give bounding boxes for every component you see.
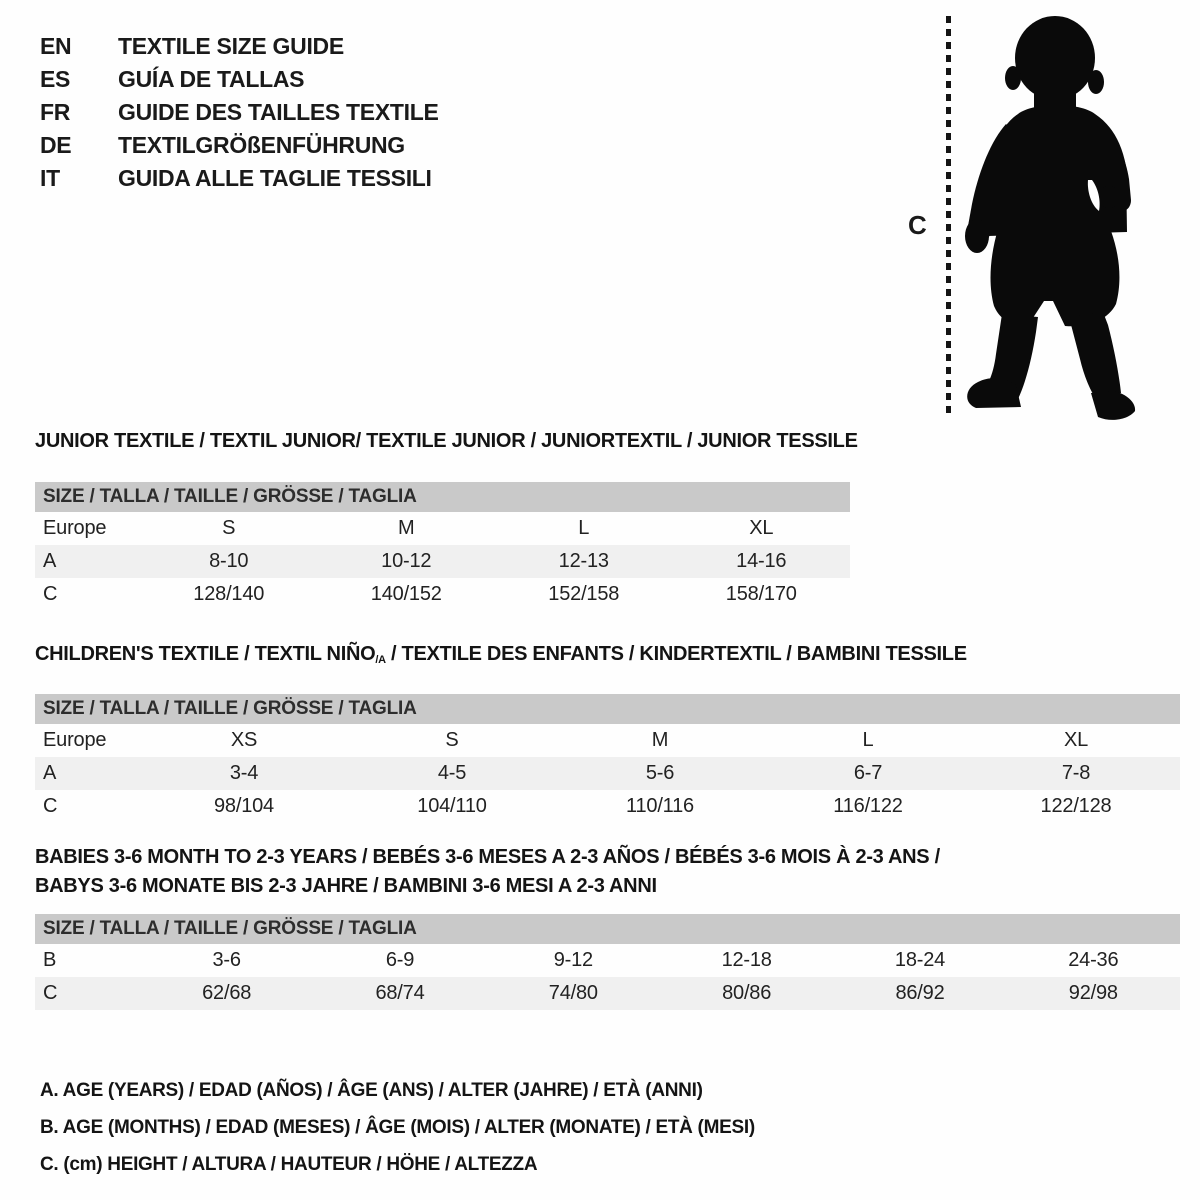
size-header-bar: SIZE / TALLA / TAILLE / GRÖSSE / TAGLIA bbox=[35, 482, 850, 512]
language-code: DE bbox=[40, 132, 72, 158]
size-value-cell: 68/74 bbox=[375, 982, 425, 1004]
row-label: B bbox=[43, 949, 57, 971]
size-value-cell: 140/152 bbox=[370, 583, 442, 605]
size-value-cell: L bbox=[578, 517, 590, 539]
row-label: C bbox=[43, 794, 58, 817]
height-measure-label: C bbox=[908, 210, 927, 240]
size-value-cell: M bbox=[398, 517, 415, 539]
childrens-textile-table bbox=[35, 643, 1180, 823]
size-value-cell: 9-12 bbox=[553, 949, 593, 971]
size-value-cell: 18-24 bbox=[894, 949, 946, 971]
guide-title: GUIDA ALLE TAGLIE TESSILI bbox=[118, 165, 432, 191]
size-value-cell: 6-9 bbox=[385, 949, 415, 971]
row-label: Europe bbox=[43, 517, 107, 539]
size-value-cell: 3-6 bbox=[212, 949, 241, 971]
size-value-cell: 152/158 bbox=[548, 583, 620, 605]
size-value-cell: 98/104 bbox=[214, 794, 274, 817]
language-guide-block bbox=[40, 30, 439, 195]
size-value-cell: 8-10 bbox=[209, 550, 249, 572]
size-value-cell: XL bbox=[749, 517, 774, 539]
size-value-cell: 12-18 bbox=[721, 949, 772, 971]
size-value-cell: 92/98 bbox=[1068, 982, 1118, 1004]
legend-line-c: C. (cm) HEIGHT / ALTURA / HAUTEUR / HÖHE / ALTEZZA bbox=[40, 1154, 538, 1175]
table-row bbox=[35, 545, 850, 578]
babies-textile-table bbox=[35, 846, 1180, 1010]
table-title-text: BABYS 3-6 MONATE BIS 2-3 JAHRE / BAMBINI 3-6 MESI A 2-3 ANNI bbox=[35, 875, 657, 897]
size-value-cell: L bbox=[862, 728, 874, 751]
size-value-cell: XS bbox=[230, 728, 258, 751]
guide-title: TEXTILGRÖßENFÜHRUNG bbox=[118, 132, 405, 158]
table-title-text: BABIES 3-6 MONTH TO 2-3 YEARS / BEBÉS 3-6 MESES A 2-3 AÑOS / BÉBÉS 3-6 MOIS À 2-3 ANS / bbox=[35, 846, 940, 868]
size-value-cell: 3-4 bbox=[229, 761, 259, 784]
language-code: IT bbox=[40, 165, 60, 191]
language-row bbox=[40, 162, 439, 195]
size-value-cell: 10-12 bbox=[381, 550, 432, 572]
table-title-text: /A bbox=[375, 653, 386, 666]
size-value-cell: 86/92 bbox=[895, 982, 945, 1004]
language-row bbox=[40, 30, 439, 63]
size-value-cell: XL bbox=[1063, 728, 1089, 751]
size-value-cell: 6-7 bbox=[853, 761, 883, 784]
language-code: EN bbox=[40, 33, 72, 59]
size-value-cell: 128/140 bbox=[193, 583, 265, 605]
table-title bbox=[35, 430, 858, 452]
row-label: C bbox=[43, 982, 58, 1004]
row-label: C bbox=[43, 583, 58, 605]
height-measure-dashed-line bbox=[946, 16, 951, 418]
legend-line-b: B. AGE (MONTHS) / EDAD (MESES) / ÂGE (MOIS) / ALTER (MONATE) / ETÀ (MESI) bbox=[40, 1117, 755, 1138]
size-value-cell: 116/122 bbox=[833, 794, 903, 817]
size-value-cell: 4-5 bbox=[437, 761, 467, 784]
size-value-cell: 104/110 bbox=[417, 794, 487, 817]
size-header-bar: SIZE / TALLA / TAILLE / GRÖSSE / TAGLIA bbox=[35, 694, 1180, 724]
table-row bbox=[35, 790, 1180, 823]
language-row bbox=[40, 129, 439, 162]
size-value-cell: 110/116 bbox=[626, 794, 694, 817]
table-rows bbox=[35, 512, 850, 611]
guide-title: GUIDE DES TAILLES TEXTILE bbox=[118, 99, 439, 125]
table-title bbox=[35, 643, 1180, 671]
spacer bbox=[35, 452, 850, 482]
row-label: A bbox=[43, 761, 57, 784]
size-value-cell: S bbox=[222, 517, 236, 539]
size-value-cell: 62/68 bbox=[202, 982, 252, 1004]
language-code: FR bbox=[40, 99, 71, 125]
size-value-cell: 74/80 bbox=[548, 982, 598, 1004]
size-value-cell: S bbox=[445, 728, 459, 751]
language-code: ES bbox=[40, 66, 71, 92]
table-row bbox=[35, 757, 1180, 790]
guide-title: TEXTILE SIZE GUIDE bbox=[118, 33, 344, 59]
guide-title: GUÍA DE TALLAS bbox=[118, 66, 305, 92]
table-rows bbox=[35, 724, 1180, 823]
table-row bbox=[35, 944, 1180, 977]
junior-textile-table bbox=[35, 430, 858, 611]
table-title-text: CHILDREN'S TEXTILE / TEXTIL NIÑO bbox=[35, 643, 376, 665]
language-row bbox=[40, 63, 439, 96]
table-row bbox=[35, 724, 1180, 757]
legend-line-a: A. AGE (YEARS) / EDAD (AÑOS) / ÂGE (ANS) / ALTER (JAHRE) / ETÀ (ANNI) bbox=[40, 1080, 703, 1101]
spacer bbox=[35, 904, 1180, 914]
table-rows bbox=[35, 944, 1180, 1010]
table-row bbox=[35, 578, 850, 611]
size-value-cell: 7-8 bbox=[1061, 761, 1091, 784]
legend-block bbox=[40, 1072, 755, 1183]
table-title-text: JUNIOR TEXTILE / TEXTIL JUNIOR/ TEXTILE JUNIOR / JUNIORTEXTIL / JUNIOR TESSILE bbox=[35, 430, 858, 452]
row-label: Europe bbox=[43, 728, 107, 751]
size-value-cell: 122/128 bbox=[1040, 794, 1112, 817]
toddler-silhouette-icon bbox=[958, 14, 1138, 424]
size-value-cell: 12-13 bbox=[558, 550, 609, 572]
row-label: A bbox=[43, 550, 57, 572]
size-header-bar: SIZE / TALLA / TAILLE / GRÖSSE / TAGLIA bbox=[35, 914, 1180, 944]
size-value-cell: 158/170 bbox=[725, 583, 797, 605]
size-value-cell: 5-6 bbox=[645, 761, 675, 784]
table-title-text: / TEXTILE DES ENFANTS / KINDERTEXTIL / BAMBINI TESSILE bbox=[385, 643, 967, 665]
table-row bbox=[35, 977, 1180, 1010]
language-row bbox=[40, 96, 439, 129]
size-value-cell: 14-16 bbox=[736, 550, 787, 572]
size-value-cell: 80/86 bbox=[722, 982, 772, 1004]
table-title bbox=[35, 846, 1180, 904]
spacer bbox=[35, 671, 1180, 694]
size-value-cell: 24-36 bbox=[1068, 949, 1119, 971]
table-row bbox=[35, 512, 850, 545]
size-value-cell: M bbox=[651, 728, 669, 751]
